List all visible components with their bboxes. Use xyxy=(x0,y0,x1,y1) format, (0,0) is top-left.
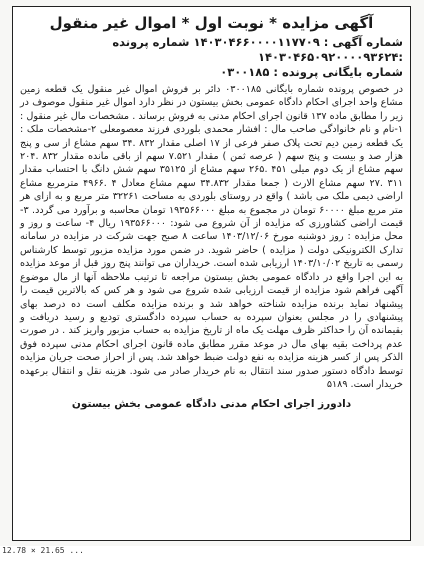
notice-title: آگهی مزایده * نوبت اول * اموال غیر منقول xyxy=(49,14,374,32)
dimension-label: 12.78 × 21.65 ... xyxy=(2,546,84,555)
ad-number-line xyxy=(20,35,403,65)
archive-number-line xyxy=(20,65,403,80)
ad-number-text: شماره آگهی : ۱۴۰۳۰۴۶۶۰۰۰۰۱۱۷۷۰۹ شماره پرونده :۱۴۰۳۰۴۶۵۰۹۲۰۰۰۰۹۳۶۲۴ xyxy=(112,35,403,64)
auction-notice xyxy=(12,6,411,541)
notice-body: در خصوص پرونده شماره بایگانی ۰۳۰۰۱۸۵ دائر بر فروش اموال غیر منقول یک قطعه زمین مشاع واحد اجرای احکام دادگاه عمومی بخش بیستون در نظر دارد اموال غیر منقول موصوف در زیر را مطابق ماده ۱۳۷ قانون اجرای احکام مدنی به فروش برساند . مشخصات مال غیر منقول : ۱-نام و نام خانوادگی صاحب مال : افشار محمدی بلوردی فرزند معصومعلی ۲-مشخصات ملک : یک قطعه زمین دیم تحت پلاک صفر فرعی از ۱۷ اصلی مقدار ۸۳۲ .۳۴ سهم مشاع از سی و پنج هزار صد و بیست و پنج سهم ( عرصه ثمن ) مقدار ۷.۵۲۱ سهم از باقی مانده مقدار ۸۳۲ .۲۰۴ سهم مشاع از یک دوم میلی ۴۵۱ .۲۶۵ سهم مشاع از ۳۵۱۲۵ سهم شش دانگ با احتساب مقدار ۳۱۱ .۲۷ سهم مشاع الارث ( جمعا مقدار ۳۴.۸۳۲ سهم مشاع معادل ۴ .۴۹۶۶ مترمربع مشاع اراضی دیمی ملک می باشد ) واقع در روستای بلوردی به مساحت ۳۲۲۶۱ متر مربع و به ازای هر متر مربع مبلغ ۶۰۰۰۰ تومان در مجموع به مبلغ ۱۹۳۵۶۶۰۰۰ تومان محاسبه و برآورد می گردد. ۳- قیمت اراضی کشاورزی که مزایده از آن شروع می شود: ۱۹۳۵۶۶۰۰۰ ریال ۴- ساعت و روز و محل مزایده : روز دوشنبه مورخ ۱۴۰۳/۱۲/۰۶ ساعت ۸ صبح جهت شرکت در مزایده در سامانه تدارک الکترونیکی دولت ( مزایده ) حاضر شوید. در ضمن مورد مزایده مزبور توسط کارشناس رسمی به تاریخ ۱۴۰۳/۱۰/۰۲ ارزیابی شده است. خریداران می توانند پنج روز قبل از موعد مزایده به این اجرا واقع در دادگاه عمومی بخش بیستون مراجعه تا ترتیب ملاحظه آنها از مال موضوع آگهی فراهم شود مزایده از قیمت ارزیابی شده شروع می شود و هر کس که بالاترین قیمت را پیشنهاد نماید برنده مزایده شناخته خواهد شد و برنده مزایده مکلف است ده درصد بهای پیشنهادی را در مجلس بعنوان سپرده به حساب سپرده دادگستری تودیع و رسید دریافت و بقیمانده آن را حداکثر ظرف مهلت یک ماه از تاریخ مزایده به حساب مزبور واریز کند . در صورت عدم پرداخت بقیه بهای مال در موعد مقرر مطابق ماده قانون اجرای احکام مدنی سپرده فوق الذکر پس از کسر هزینه مزایده به نفع دولت ضبط خواهد شد. پس از احراز صحت جریان مزایده توسط دادگاه دستور صدور سند انتقال به نام خریدار صادر می شود. هزینه نقل و انتقال برعهده خریدار است. ۵۱۸۹ xyxy=(20,84,404,390)
archive-number-text: شماره بایگانی پرونده : ۰۳۰۰۱۸۵ xyxy=(220,65,403,79)
footer-strip xyxy=(0,546,424,561)
signature-line: دادورز اجرای احکام مدنی دادگاه عمومی بخش بیستون xyxy=(71,398,352,411)
